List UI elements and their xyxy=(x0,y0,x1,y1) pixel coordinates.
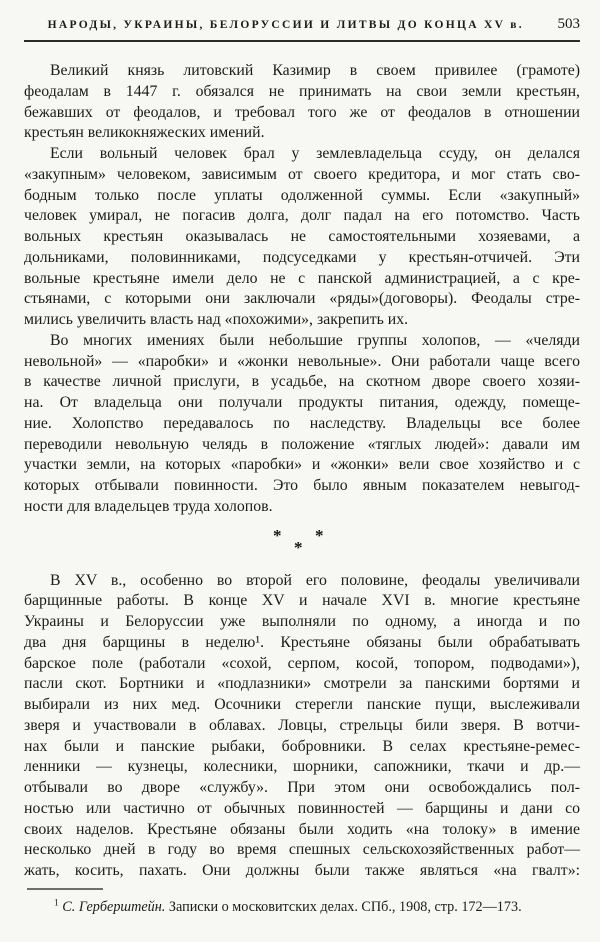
text-line: своих наделов. Крестьяне обязаны были ходить «на толоку» в имение xyxy=(24,820,580,838)
text-line: невольной» — «паробки» и «жонки невольные». Они работали чаще всего xyxy=(24,352,580,370)
text-line: отбывали во дворе «службу». При этом они освобождались пол- xyxy=(24,779,580,796)
text-line: бодным только после уплаты одолженной суммы. Если «закупный» xyxy=(24,186,580,204)
footnote xyxy=(24,898,580,916)
paragraph-4 xyxy=(24,571,580,882)
section-break-asterisk: * xyxy=(273,526,282,545)
text-line: человек умирал, не погасив долга, долг падал на его потомство. Часть xyxy=(24,207,580,225)
text-line: нах были и панские рыбаки, бобровники. В селах крестьяне-ремес- xyxy=(24,737,580,755)
text-line: пасли скот. Бортники и «подлазники» смотрели за панскими бортями и xyxy=(24,675,580,693)
text-line: в качестве личной прислуги, в усадьбе, на скотном дворе своего хозяи- xyxy=(24,373,580,391)
text-block xyxy=(24,61,580,882)
text-line: два дня барщины в неделю¹. Крестьяне обязаны были обрабатывать xyxy=(24,633,580,651)
text-line: стьянами, с которыми они заключали «ряды»(договоры). Феодалы стре- xyxy=(24,290,580,308)
page-number: 503 xyxy=(557,16,580,32)
text-line: вольные крестьяне имели дело не с панской администрацией, а с кре- xyxy=(24,269,580,287)
text-line: выбирали из них мед. Осочники стерегли панские пущи, выслеживали xyxy=(24,696,580,713)
paragraph-1 xyxy=(24,61,580,144)
text-line: феодалам в 1447 г. обязался не принимать на свои земли крестьян, xyxy=(24,82,580,100)
text-line: барщинные работы. В конце XV и начале XVI в. многие крестьяне xyxy=(24,592,580,610)
footnote-rule xyxy=(27,888,103,890)
text-line: несколько дней в году во время спешных сельскохозяйственных работ— xyxy=(24,841,580,859)
footnote-text: Записки о московитских делах. СПб., 1908, стр. 172—173. xyxy=(168,899,522,915)
text-line: Если вольный человек брал у землевладельца ссуду, он делался xyxy=(50,145,580,162)
section-break xyxy=(0,526,600,560)
paragraph-2 xyxy=(24,144,580,331)
text-line: «закупным» человеком, зависимым от своего кредитора, и мог стать сво- xyxy=(24,165,580,183)
text-line: зверя и участвовали в облавах. Ловцы, стрельцы били зверя. В вотчи- xyxy=(24,716,580,734)
text-line: вольных крестьян оказывалась не самостоятельными хозяевами, а xyxy=(24,228,580,245)
running-head xyxy=(24,16,580,33)
footnote-marker: 1 xyxy=(54,898,59,909)
text-line: крестьян великокняжеских имений. xyxy=(24,124,265,142)
text-line: Во многих имениях были небольшие группы холопов, — «челяди xyxy=(50,331,580,349)
text-line: барское поле (работали «сохой, серпом, косой, топором, подводами»), xyxy=(24,654,580,672)
text-line: ленники — кузнецы, колесники, шорники, сапожники, ткачи и др.— xyxy=(24,758,580,776)
text-line: мились увеличить власть над «похожими», закрепить их. xyxy=(24,311,409,328)
text-line: ностью или частично от обычных повинностей — барщины и дани со xyxy=(24,799,580,817)
section-break-asterisk: * xyxy=(315,526,324,545)
page-title: НАРОДЫ, УКРАИНЫ, БЕЛОРУССИИ И ЛИТВЫ ДО КОНЦА XV в. xyxy=(47,19,524,31)
text-line: переводили невольную челядь в положение «тяглых людей»: давали им xyxy=(24,435,580,453)
paragraph-3 xyxy=(24,331,580,518)
text-line: ности для владельцев труда холопов. xyxy=(24,497,273,515)
text-line: на. От владельца они получали продукты питания, одежду, помеще- xyxy=(24,394,580,411)
text-line: Великий князь литовский Казимир в своем привилее (грамоте) xyxy=(50,62,580,79)
text-line: бежавших от феодалов, и требовал того же от феодалов в отношении xyxy=(24,103,580,121)
text-line: ние. Холопство передавалось по наследству. Владельцы все более xyxy=(24,414,580,432)
text-line: которых отбывали повинности. Это было явным показателем невыгод- xyxy=(24,477,580,494)
footnote-author: С. Герберштейн. xyxy=(62,899,166,915)
text-line: участки земли, на которых «паробки» и «жонки» вели свое хозяйство и с xyxy=(24,456,580,474)
text-line: В XV в., особенно во второй его половине, феодалы увеличивали xyxy=(50,571,580,589)
text-line: жать, косить, пахать. Они должны были также являться «на гвалт»: xyxy=(24,862,580,879)
header-rule xyxy=(24,40,580,42)
text-line: дольниками, половинниками, подсуседками у крестьян-отчичей. Эти xyxy=(24,248,580,266)
section-break-asterisk: * xyxy=(294,538,303,557)
text-line: Украины и Белоруссии уже выполняли по одному, а иногда и по xyxy=(24,613,580,630)
